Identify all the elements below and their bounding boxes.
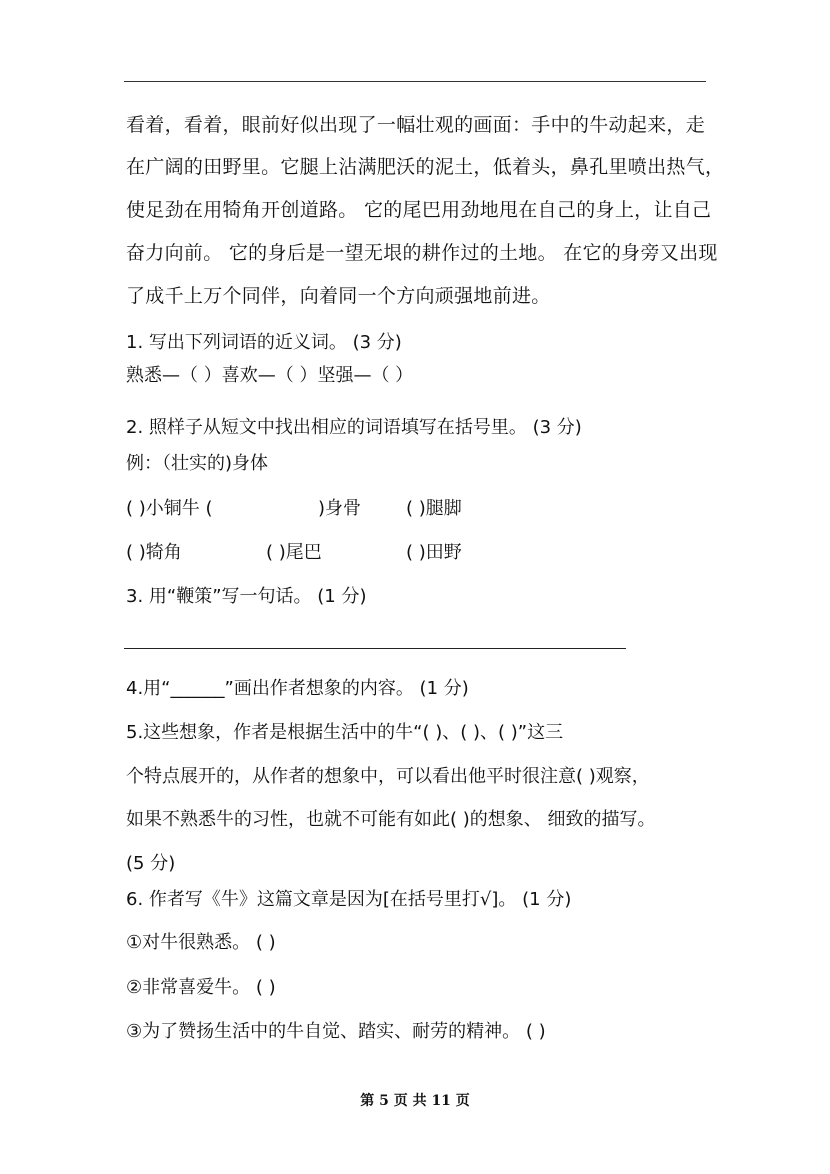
passage-line-1: 看着，看着，眼前好似出现了一幅壮观的画面：手中的牛动起来，走 bbox=[126, 114, 706, 136]
question-2-example: 例：（壮实的)身体 bbox=[126, 453, 269, 474]
question-5-line-4: (5 分) bbox=[126, 853, 176, 874]
question-2-row2-cell2: ( )尾巴 bbox=[266, 542, 322, 563]
question-3-answer-line[interactable] bbox=[124, 648, 626, 649]
question-5-line-2: 个特点展开的，从作者的想象中，可以看出他平时很注意( )观察， bbox=[126, 766, 650, 787]
question-6-option-2: ②非常喜爱牛。 ( ) bbox=[126, 977, 276, 998]
passage-line-2: 在广阔的田野里。它腿上沾满肥沃的泥土，低着头，鼻孔里喷出热气， bbox=[126, 156, 725, 178]
question-6-option-1: ①对牛很熟悉。 ( ) bbox=[126, 932, 276, 953]
page-footer: 第 5 页 共 11 页 bbox=[360, 1093, 470, 1109]
question-3-title: 3. 用“鞭策”写一句话。 (1 分) bbox=[126, 586, 367, 607]
passage-line-4: 奋力向前。 它的身后是一望无垠的耕作过的土地。 在它的身旁又出现 bbox=[126, 242, 718, 264]
question-5-line-3: 如果不熟悉牛的习性，也就不可能有如此( )的想象、 细致的描写。 bbox=[126, 809, 656, 830]
question-5-line-1: 5.这些想象，作者是根据生活中的牛“( )、( )、( )”这三 bbox=[126, 722, 564, 743]
question-2-row2-cell3: ( )田野 bbox=[406, 542, 462, 563]
question-6-option-3: ③为了赞扬生活中的牛自觉、踏实、耐劳的精神。 ( ) bbox=[126, 1021, 546, 1042]
question-2-row2-cell1: ( )犄角 bbox=[126, 542, 182, 563]
question-1-title: 1. 写出下列词语的近义词。 (3 分) bbox=[126, 332, 402, 353]
question-2-row1-cell2: )身骨 bbox=[318, 498, 362, 519]
question-2-row1-cell1: ( )小铜牛 ( bbox=[126, 498, 213, 519]
passage-line-3: 使足劲在用犄角开创道路。 它的尾巴用劲地甩在自己的身上，让自己 bbox=[126, 199, 712, 221]
header-rule bbox=[124, 81, 706, 82]
question-6-title: 6. 作者写《牛》这篇文章是因为[在括号里打√]。 (1 分) bbox=[126, 889, 572, 910]
passage-line-5: 了成千上万个同伴，向着同一个方向顽强地前进。 bbox=[126, 285, 551, 307]
question-2-title: 2. 照样子从短文中找出相应的词语填写在括号里。 (3 分) bbox=[126, 417, 582, 438]
question-4-title: 4.用“______”画出作者想象的内容。 (1 分) bbox=[126, 678, 469, 699]
question-2-row1-cell3: ( )腿脚 bbox=[406, 498, 462, 519]
question-1-items: 熟悉—（ ）喜欢—（ ）坚强—（ ） bbox=[126, 365, 414, 386]
